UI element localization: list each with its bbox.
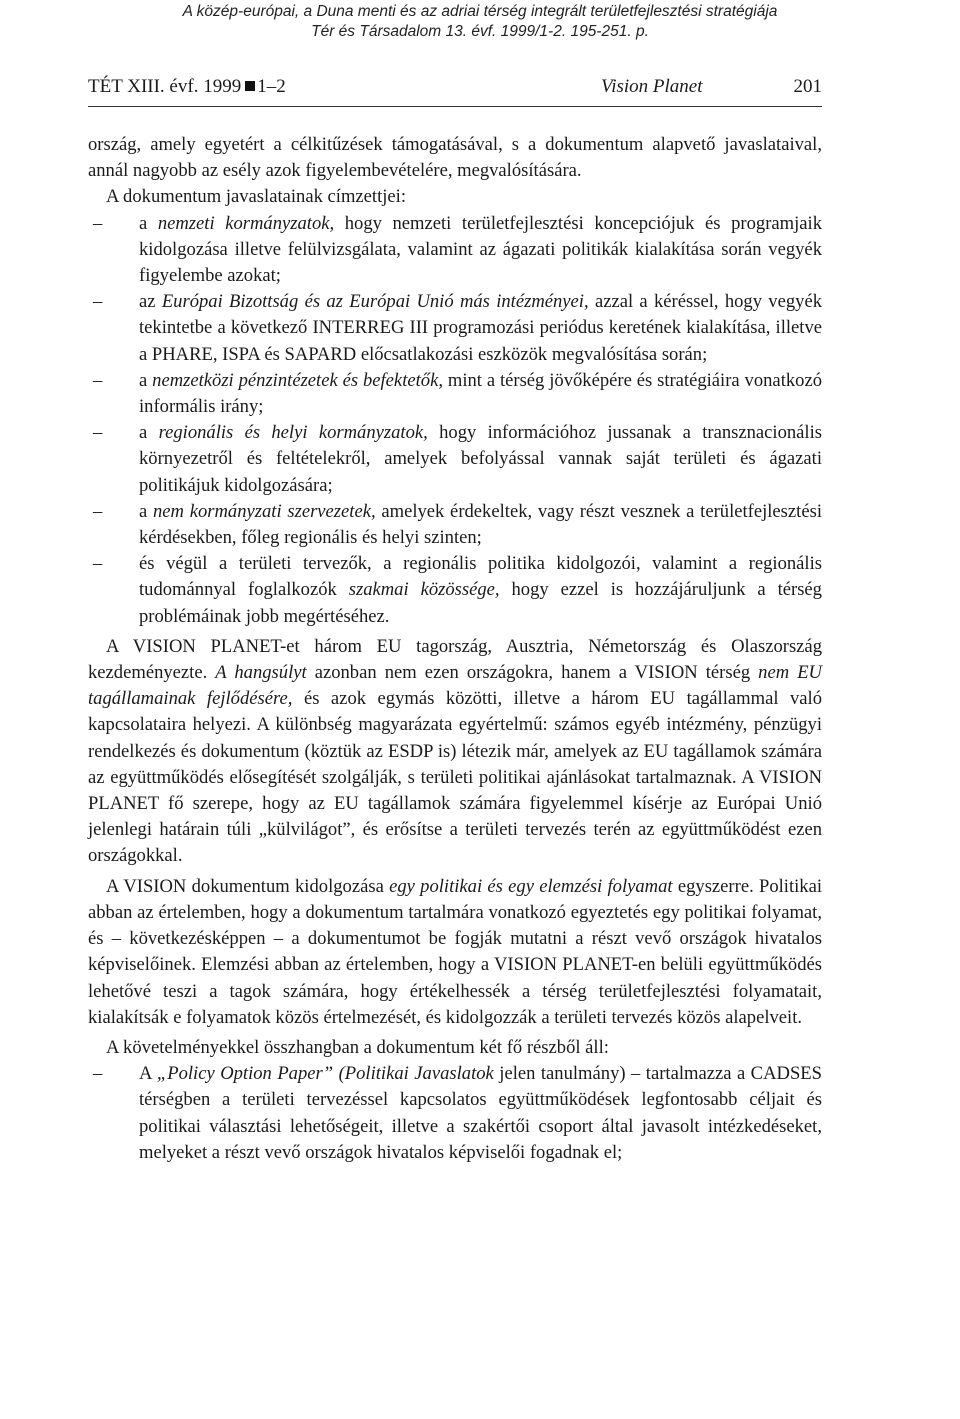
text-run: hogy nemzeti területfejlesztési koncepciójuk és programjaik kidolgozása illetve felülvizsgálata, valamint az ágazati politikák kialakítása során vegyék figyelembe azokat;: [139, 212, 822, 287]
list-item: [88, 551, 822, 630]
emphasis: szakmai közössége,: [348, 579, 500, 601]
text-run: hogy ezzel is hozzájáruljunk a térség problémáinak jobb megértéséhez.: [139, 579, 822, 627]
text-run: amelyek érdekeltek, vagy részt vesznek a területfejlesztési kérdésekben, főleg regionális és helyi szinten;: [139, 500, 822, 549]
paragraph: [88, 874, 822, 1031]
page-number: 201: [793, 76, 822, 97]
dash-bullet-icon: –: [93, 422, 103, 444]
text-run: A VISION PLANET-et három EU tagország, Ausztria, Németország és Olaszország kezdeményezte.: [88, 635, 822, 684]
journal-name: TÉT XIII. évf. 1999: [88, 76, 242, 97]
emphasis: egy politikai és egy elemzési folyamat: [389, 875, 673, 897]
text-run: és végül a területi tervezők, a regionális politika kidolgozói, valamint a regionális tudománnyal foglalkozók: [139, 553, 822, 601]
text-run: az: [139, 291, 162, 313]
citation-header: [0, 2, 960, 42]
list-item: [88, 368, 822, 420]
emphasis: regionális és helyi kormányzatok,: [158, 422, 428, 444]
issue-number: 1–2: [257, 76, 286, 97]
text-run: a: [139, 422, 159, 444]
citation-title: A közép-európai, a Duna menti és az adriai térség integrált területfejlesztési stratégiája: [182, 3, 778, 20]
list-item: [88, 211, 822, 290]
text-run: a: [139, 212, 158, 234]
emphasis: nem kormányzati szervezetek,: [152, 500, 376, 522]
text-run: azzal a kéréssel, hogy vegyék tekintetbe a következő INTERREG III programozási periódus keretének kialakítása, illetve a PHARE, ISPA és SAPARD előcsatlakozási eszközök megvalósítása során;: [139, 291, 822, 365]
citation-source: Tér és Társadalom 13. évf. 1999/1-2. 195-251. p.: [311, 23, 649, 40]
dash-bullet-icon: –: [93, 291, 103, 313]
text-run: A VISION dokumentum kidolgozása: [106, 875, 390, 897]
emphasis: „Policy Option Paper” (Politikai Javaslatok: [156, 1063, 494, 1085]
dash-bullet-icon: –: [93, 212, 103, 234]
emphasis: Európai Bizottság és az Európai Unió más intézményei,: [161, 291, 589, 313]
text-run: hogy információhoz jussanak a transznacionális környezetről és feltételekről, amelyek befolyással vannak saját területi és ágazati politikájuk kidolgozására;: [139, 422, 823, 496]
list-item: [88, 289, 822, 368]
dash-bullet-icon: –: [93, 500, 103, 522]
article-body: [88, 132, 822, 1166]
list-item: [88, 1061, 822, 1166]
text-run: a: [139, 369, 153, 391]
list-item: [88, 499, 822, 551]
text-run: jelen tanulmány) – tartalmazza a CADSES térségben a területi tervezéssel kapcsolatos együttműködések legfontosabb céljait és politikai választási lehetőségeit, illetve a szakértői csoport által javasolt intézkedéseket, melyeket a részt vevő országok hivatalos képviselői fogadnak el;: [139, 1063, 822, 1163]
emphasis: nem EU tagállamainak fejlődésére,: [88, 662, 822, 710]
square-bullet-icon: [245, 81, 255, 91]
emphasis: nemzetközi pénzintézetek és befektetők,: [152, 369, 443, 391]
journal-issue: [88, 76, 286, 98]
paragraph: A dokumentum javaslatainak címzettjei:: [106, 186, 406, 208]
list-item: [88, 420, 822, 499]
running-title: Vision Planet: [601, 76, 703, 97]
dash-bullet-icon: –: [93, 369, 103, 391]
paragraph: A követelményekkel összhangban a dokumentum két fő részből áll:: [106, 1036, 609, 1058]
paragraph: ország, amely egyetért a célkitűzések támogatásával, s a dokumentum alapvető javaslataival, annál nagyobb az esély azok figyelembevételére, megvalósítására.: [88, 134, 822, 182]
dash-bullet-icon: –: [93, 1063, 103, 1085]
emphasis: nemzeti kormányzatok,: [157, 212, 335, 234]
dash-bullet-icon: –: [93, 553, 103, 575]
running-head: [88, 76, 822, 107]
emphasis: A hangsúlyt: [215, 662, 307, 684]
text-run: A: [139, 1063, 157, 1085]
text-run: és azok egymás közötti, illetve a három EU tagállammal való kapcsolataira helyezi. A különbség magyarázata egyértelmű: számos egyéb intézmény, pénzügyi rendelkezés és dokumentum (köztük az ESDP is) létezik már, amelyek az EU tagállamok számára az együttműködés elősegítését szolgálják, s területi politikai ajánlásokat tartalmaznak. A VISION PLANET fő szerepe, hogy az EU tagállamok számára figyelemmel kísérje az Európai Unió jelenlegi határain túli „külvilágot”, és erősítse a területi tervezés terén az együttműködést ezen országokkal.: [88, 688, 822, 867]
text-run: mint a térség jövőképére és stratégiáira vonatkozó informális irány;: [139, 369, 822, 418]
text-run: a: [139, 500, 153, 522]
text-run: egyszerre. Politikai abban az értelemben, hogy a dokumentum tartalmára vonatkozó egyeztetés egy politikai folyamat, és – következésképpen – a dokumentumot be fogják mutatni a részt vevő országok hivatalos képviselőinek. Elemzési abban az értelemben, hogy a VISION PLANET-en belüli együttműködés lehetővé teszi a tagok számára, hogy értékelhessék a térség területfejlesztési folyamatait, kialakítsák e folyamatok közös értelmezését, és kidolgozzák a területi tervezés közös alapelveit.: [88, 875, 823, 1028]
paragraph: [88, 634, 822, 870]
text-run: azonban nem ezen országokra, hanem a VISION térség: [306, 662, 759, 684]
